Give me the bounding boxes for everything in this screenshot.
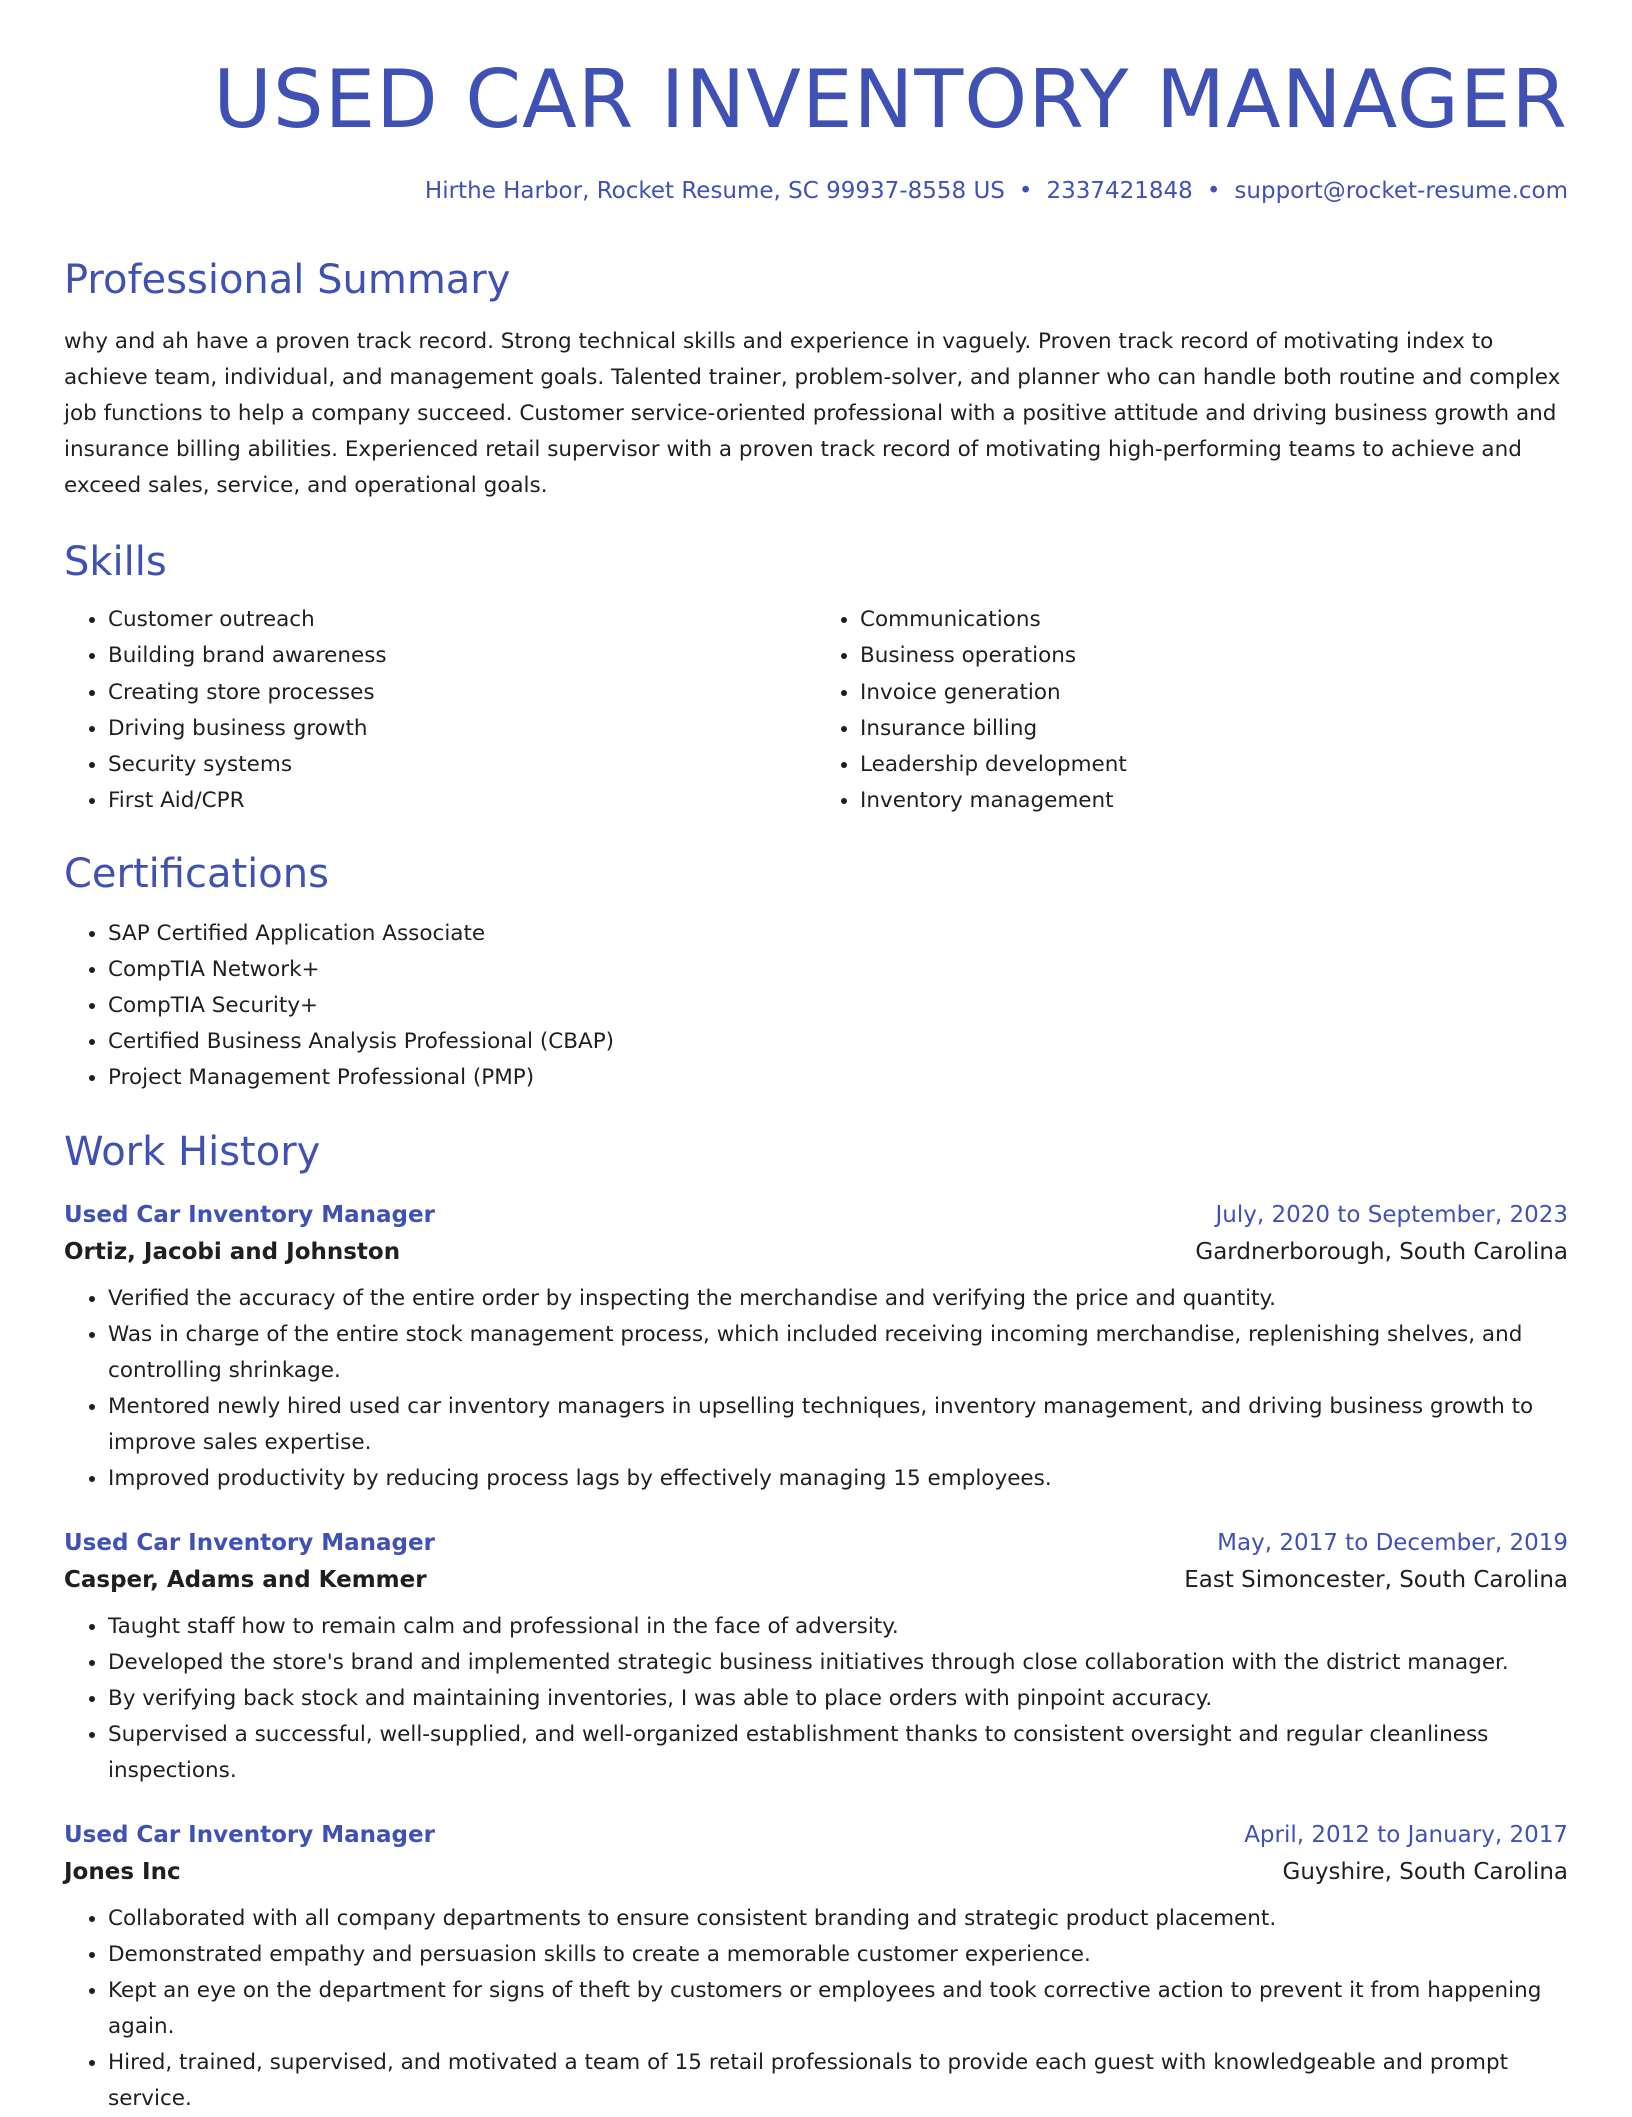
contact-line <box>64 178 1568 204</box>
job-bullets <box>64 1281 1568 1497</box>
skill-item: • Creating store processes <box>108 675 816 711</box>
skill-item: • Leadership development <box>860 747 1568 783</box>
job-entry <box>64 1202 1568 1497</box>
job-bullet: • Verified the accuracy of the entire order by inspecting the merchandise and verifying the price and quantity. <box>108 1281 1568 1317</box>
job-bullet: • By verifying back stock and maintaining inventories, I was able to place orders with pinpoint accuracy. <box>108 1681 1568 1717</box>
certifications-list <box>64 916 1568 1096</box>
contact-separator: • <box>1018 178 1033 204</box>
skill-item: • Driving business growth <box>108 711 816 747</box>
skills-heading: Skills <box>64 539 167 585</box>
certification-item: • CompTIA Network+ <box>108 952 1568 988</box>
skill-item: • Building brand awareness <box>108 638 816 674</box>
job-dates: April, 2012 to January, 2017 <box>1244 1821 1568 1848</box>
certification-item: • CompTIA Security+ <box>108 988 1568 1024</box>
skills-column-right <box>816 602 1568 820</box>
skill-item: • Customer outreach <box>108 602 816 638</box>
job-location: East Simoncester, South Carolina <box>1184 1566 1568 1593</box>
resume-page <box>64 0 1568 2117</box>
job-bullet: • Was in charge of the entire stock management process, which included receiving incoming merchandise, replenishing shelves, and controlling shrinkage. <box>108 1317 1568 1389</box>
certifications-heading: Certifications <box>64 850 329 897</box>
skills-list <box>64 602 1568 820</box>
job-bullet: • Hired, trained, supervised, and motivated a team of 15 retail professionals to provide each guest with knowledgeable and prompt service. <box>108 2045 1568 2117</box>
work-history-heading: Work History <box>64 1128 321 1175</box>
candidate-title: USED CAR INVENTORY MANAGER <box>213 53 1568 146</box>
job-dates: July, 2020 to September, 2023 <box>1215 1201 1568 1228</box>
job-bullet: • Supervised a successful, well-supplied, and well-organized establishment thanks to consistent oversight and regular cleanliness inspections. <box>108 1717 1568 1789</box>
job-bullets <box>64 1609 1568 1789</box>
summary-heading: Professional Summary <box>64 257 511 303</box>
skill-item: • Communications <box>860 602 1568 638</box>
job-bullet: • Collaborated with all company departments to ensure consistent branding and strategic product placement. <box>108 1901 1568 1937</box>
certification-item: • Certified Business Analysis Professional (CBAP) <box>108 1024 1568 1060</box>
job-bullet: • Mentored newly hired used car inventory managers in upselling techniques, inventory management, and driving business growth to improve sales expertise. <box>108 1389 1568 1461</box>
job-title: Used Car Inventory Manager <box>64 1201 435 1228</box>
job-entry <box>64 1822 1568 2117</box>
contact-email: support@rocket-resume.com <box>1234 178 1568 204</box>
job-title: Used Car Inventory Manager <box>64 1821 435 1848</box>
job-bullet: • Improved productivity by reducing process lags by effectively managing 15 employees. <box>108 1461 1568 1497</box>
job-bullet: • Taught staff how to remain calm and professional in the face of adversity. <box>108 1609 1568 1645</box>
skill-item: • Security systems <box>108 747 816 783</box>
skill-item: • Inventory management <box>860 783 1568 819</box>
summary-text: why and ah have a proven track record. Strong technical skills and experience in vaguely. Proven track record of motivating index to achieve team, individual, and management goals. Talented trainer, problem-solver, and planner who can handle both routine and complex job functions to help a company succeed. Customer service-oriented professional with a positive attitude and driving business growth and insurance billing abilities. Experienced retail supervisor with a proven track record of motivating high-performing teams to achieve and exceed sales, service, and operational goals. <box>64 329 1561 498</box>
job-company: Jones Inc <box>64 1858 181 1885</box>
contact-phone: 2337421848 <box>1046 178 1193 204</box>
job-location: Guyshire, South Carolina <box>1282 1858 1568 1885</box>
skill-item: • Business operations <box>860 638 1568 674</box>
certification-item: • SAP Certified Application Associate <box>108 916 1568 952</box>
contact-address: Hirthe Harbor, Rocket Resume, SC 99937-8558 US <box>424 178 1005 204</box>
skill-item: • Invoice generation <box>860 675 1568 711</box>
skills-column-left <box>64 602 816 820</box>
job-dates: May, 2017 to December, 2019 <box>1217 1529 1568 1556</box>
certification-item: • Project Management Professional (PMP) <box>108 1060 1568 1096</box>
job-entry <box>64 1530 1568 1789</box>
job-bullet: • Kept an eye on the department for signs of theft by customers or employees and took corrective action to prevent it from happening again. <box>108 1973 1568 2045</box>
skill-item: • Insurance billing <box>860 711 1568 747</box>
job-company: Casper, Adams and Kemmer <box>64 1566 427 1593</box>
job-location: Gardnerborough, South Carolina <box>1195 1238 1568 1265</box>
contact-separator: • <box>1206 178 1221 204</box>
job-company: Ortiz, Jacobi and Johnston <box>64 1238 401 1265</box>
skill-item: • First Aid/CPR <box>108 783 816 819</box>
job-bullets <box>64 1901 1568 2117</box>
job-title: Used Car Inventory Manager <box>64 1529 435 1556</box>
job-bullet: • Demonstrated empathy and persuasion skills to create a memorable customer experience. <box>108 1937 1568 1973</box>
job-bullet: • Developed the store's brand and implemented strategic business initiatives through close collaboration with the district manager. <box>108 1645 1568 1681</box>
